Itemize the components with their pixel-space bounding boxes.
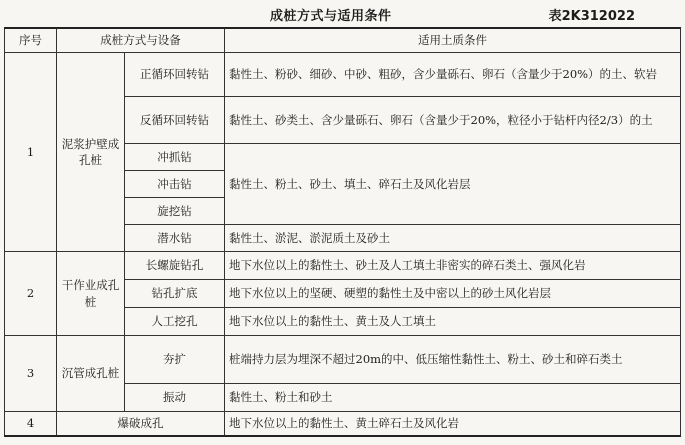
- equipment-name: 冲抓钻: [125, 144, 225, 171]
- pile-methods-table: [4, 27, 681, 437]
- equipment-name: 旋挖钻: [125, 198, 225, 225]
- row-number: 4: [5, 411, 57, 436]
- soil-condition: 地下水位以上的黏性土、黄土碎石土及风化岩: [225, 411, 681, 436]
- header-row: [5, 28, 681, 53]
- soil-condition: 黏性土、粉砂、细砂、中砂、粗砂，含少量砾石、卵石（含量少于20%）的土、软岩: [225, 53, 681, 96]
- equipment-name: 夯扩: [125, 336, 225, 384]
- header-no: 序号: [5, 28, 57, 53]
- equipment-name: 振动: [125, 383, 225, 411]
- table-row: [5, 336, 681, 384]
- method-name: 沉管成孔桩: [57, 336, 125, 412]
- equipment-name: 正循环回转钻: [125, 53, 225, 96]
- method-name: 泥浆护壁成孔桩: [57, 53, 125, 252]
- soil-condition: 桩端持力层为埋深不超过20m的中、低压缩性黏性土、粉土、砂土和碎石类土: [225, 336, 681, 384]
- table-row: [5, 252, 681, 280]
- soil-condition: 地下水位以上的黏性土、砂土及人工填土非密实的碎石类土、强风化岩: [225, 252, 681, 280]
- row-number: 1: [5, 53, 57, 252]
- equipment-name: 反循环回转钻: [125, 96, 225, 144]
- equipment-name: 潜水钻: [125, 225, 225, 252]
- soil-condition: 黏性土、淤泥、淤泥质土及砂土: [225, 225, 681, 252]
- equipment-name: 人工挖孔: [125, 308, 225, 336]
- table-title: 成桩方式与适用条件: [270, 9, 392, 24]
- table-row: [5, 53, 681, 96]
- equipment-name: 冲击钻: [125, 171, 225, 198]
- table-caption: [0, 0, 685, 28]
- method-name: 干作业成孔桩: [57, 252, 125, 336]
- equipment-name: 钻孔扩底: [125, 280, 225, 308]
- soil-condition: 黏性土、砂类土、含少量砾石、卵石（含量少于20%，粒径小于钻杆内径2/3）的土: [225, 96, 681, 144]
- soil-condition: 黏性土、粉土和砂土: [225, 383, 681, 411]
- equipment-name: 长螺旋钻孔: [125, 252, 225, 280]
- row-number: 2: [5, 252, 57, 336]
- header-method: 成桩方式与设备: [57, 28, 225, 53]
- soil-condition: 地下水位以上的坚硬、硬塑的黏性土及中密以上的砂土风化岩层: [225, 280, 681, 308]
- table-number: 表2K312022: [548, 9, 635, 24]
- soil-condition: 地下水位以上的黏性土、黄土及人工填土: [225, 308, 681, 336]
- row-number: 3: [5, 336, 57, 412]
- header-soil: 适用土质条件: [225, 28, 681, 53]
- method-name: 爆破成孔: [57, 411, 225, 436]
- soil-condition: 黏性土、粉土、砂土、填土、碎石土及风化岩层: [225, 144, 681, 225]
- table-row: [5, 411, 681, 436]
